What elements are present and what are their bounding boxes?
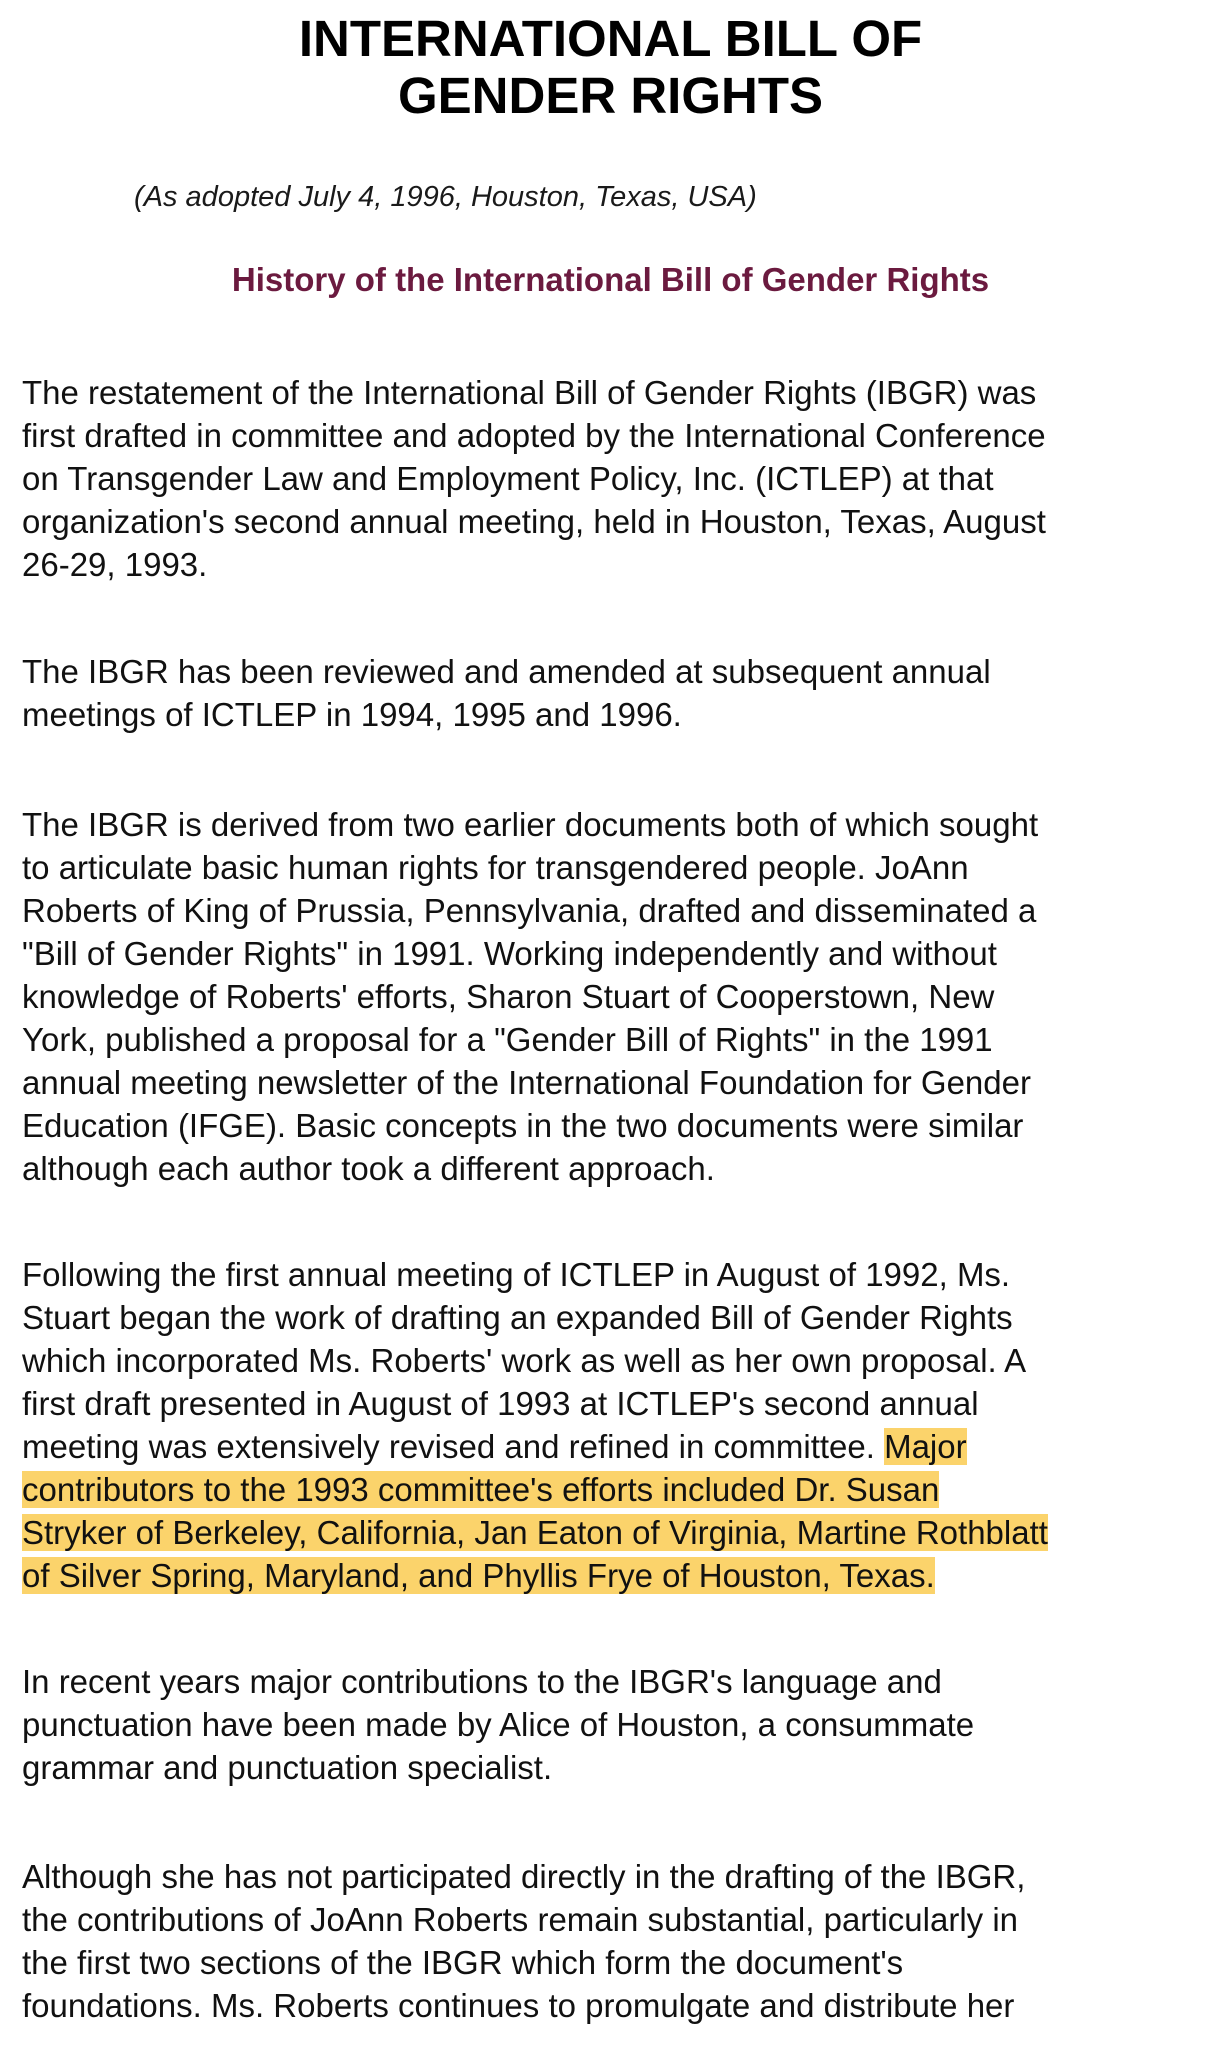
history-heading: History of the International Bill of Gender Rights	[231, 261, 990, 298]
paragraph-line: the contributions of JoAnn Roberts remain substantial, particularly in	[22, 1901, 1019, 1938]
highlighted-text: contributors to the 1993 committee's efforts included Dr. Susan	[22, 1471, 940, 1508]
paragraph-line: first draft presented in August of 1993 at ICTLEP's second annual	[22, 1385, 979, 1422]
paragraph-line: organization's second annual meeting, held in Houston, Texas, August	[22, 503, 1046, 540]
paragraph-line: to articulate basic human rights for transgendered people. JoAnn	[22, 849, 969, 886]
paragraph-line: grammar and punctuation specialist.	[22, 1749, 553, 1786]
paragraph-5	[22, 1660, 1212, 1789]
paragraph-3	[22, 803, 1212, 1190]
highlighted-text: of Silver Spring, Maryland, and Phyllis Frye of Houston, Texas.	[22, 1557, 935, 1594]
paragraph-line: Education (IFGE). Basic concepts in the two documents were similar	[22, 1107, 1024, 1144]
title-line-1: INTERNATIONAL BILL OF	[298, 10, 923, 67]
highlighted-text: Major	[884, 1428, 967, 1465]
paragraph-line: Stuart began the work of drafting an expanded Bill of Gender Rights	[22, 1299, 1013, 1336]
highlighted-line	[22, 1468, 1212, 1511]
paragraph-line-plain-part: meeting was extensively revised and refined in committee.	[22, 1428, 885, 1465]
adoption-note: (As adopted July 4, 1996, Houston, Texas, USA)	[134, 181, 757, 213]
paragraph-line: on Transgender Law and Employment Policy, Inc. (ICTLEP) at that	[22, 460, 994, 497]
paragraph-4	[22, 1253, 1212, 1597]
highlighted-text: Stryker of Berkeley, California, Jan Eaton of Virginia, Martine Rothblatt	[22, 1514, 1048, 1551]
paragraph-line: meetings of ICTLEP in 1994, 1995 and 1996.	[22, 696, 682, 733]
paragraph-line: punctuation have been made by Alice of Houston, a consummate	[22, 1706, 975, 1743]
title-line-2: GENDER RIGHTS	[397, 67, 824, 124]
paragraph-line: Although she has not participated directly in the drafting of the IBGR,	[22, 1858, 1026, 1895]
paragraph-1	[22, 371, 1212, 586]
paragraph-line: foundations. Ms. Roberts continues to promulgate and distribute her	[22, 1987, 1015, 2024]
highlighted-line	[22, 1554, 1212, 1597]
highlighted-line	[22, 1511, 1212, 1554]
paragraph-line: The IBGR is derived from two earlier documents both of which sought	[22, 806, 1039, 843]
paragraph-line: Roberts of King of Prussia, Pennsylvania, drafted and disseminated a	[22, 892, 1037, 929]
paragraph-line: The restatement of the International Bill of Gender Rights (IBGR) was	[22, 374, 1037, 411]
paragraph-line-mixed	[22, 1425, 1212, 1468]
paragraph-line: York, published a proposal for a "Gender Bill of Rights" in the 1991	[22, 1021, 993, 1058]
paragraph-line: although each author took a different approach.	[22, 1150, 715, 1187]
paragraph-2	[22, 650, 1212, 736]
paragraph-line: first drafted in committee and adopted by the International Conference	[22, 417, 1046, 454]
paragraph-line: "Bill of Gender Rights" in 1991. Working independently and without	[22, 935, 997, 972]
paragraph-line: knowledge of Roberts' efforts, Sharon Stuart of Cooperstown, New	[22, 978, 995, 1015]
paragraph-line: the first two sections of the IBGR which form the document's	[22, 1944, 904, 1981]
paragraph-line: In recent years major contributions to the IBGR's language and	[22, 1663, 942, 1700]
paragraph-line: which incorporated Ms. Roberts' work as well as her own proposal. A	[22, 1342, 1027, 1379]
paragraph-line: annual meeting newsletter of the International Foundation for Gender	[22, 1064, 1031, 1101]
paragraph-line: 26-29, 1993.	[22, 546, 208, 583]
paragraph-6	[22, 1855, 1212, 2027]
document-title	[0, 10, 1221, 124]
paragraph-line: Following the first annual meeting of ICTLEP in August of 1992, Ms.	[22, 1256, 1011, 1293]
paragraph-line: The IBGR has been reviewed and amended at subsequent annual	[22, 653, 991, 690]
